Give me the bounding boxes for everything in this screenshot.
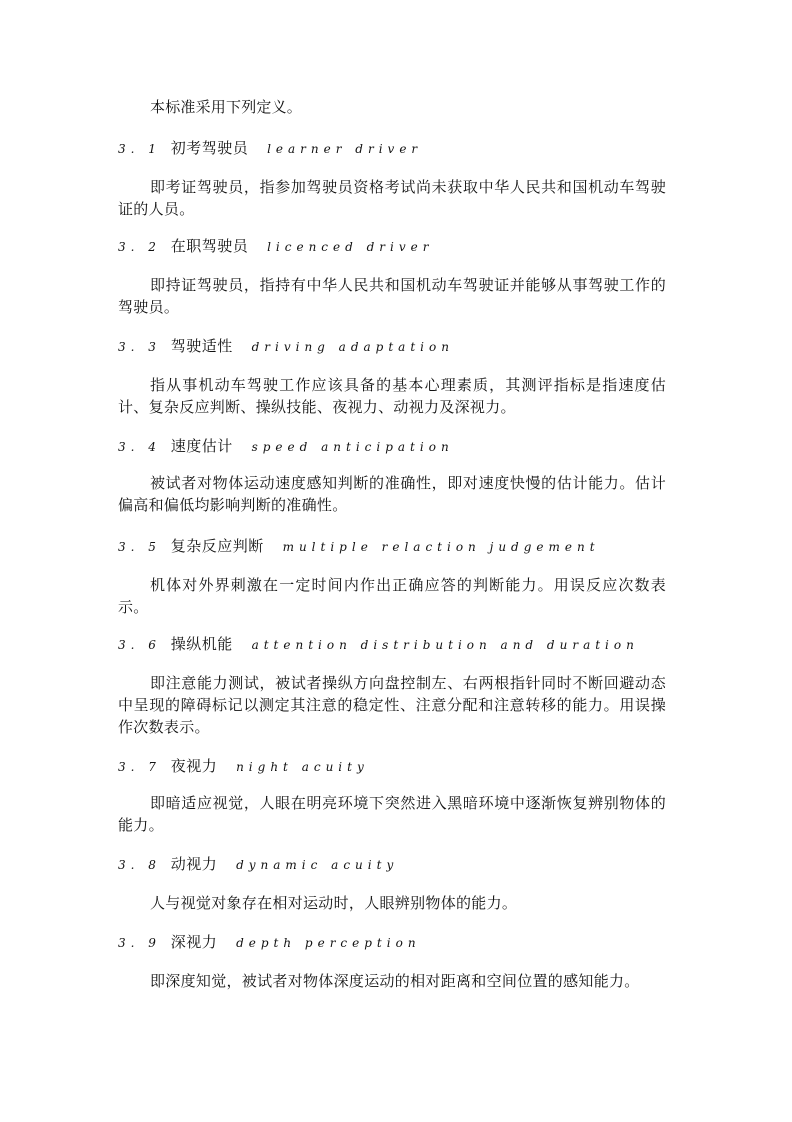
term-english: speed anticipation: [251, 440, 454, 454]
section-number: 3. 9: [118, 936, 161, 950]
term-english: night acuity: [236, 760, 369, 774]
section-number: 3. 5: [118, 540, 161, 554]
section-number: 3. 1: [118, 142, 161, 156]
section-number: 3. 7: [118, 760, 161, 774]
definition-3-2: 即持证驾驶员，指持有中华人民共和国机动车驾驶证并能够从事驾驶工作的驾驶员。: [118, 276, 666, 316]
definition-3-9: 即深度知觉，被试者对物体深度运动的相对距离和空间位置的感知能力。: [150, 972, 640, 990]
term-heading-3-3: [118, 336, 678, 357]
term-chinese: 速度估计: [170, 437, 233, 455]
term-english: driving adaptation: [251, 340, 454, 354]
definition-3-5: 机体对外界刺激在一定时间内作出正确应答的判断能力。用误反应次数表示。: [118, 576, 666, 616]
term-chinese: 操纵机能: [170, 635, 233, 653]
term-heading-3-8: [118, 854, 678, 875]
intro-text: 本标准采用下列定义。: [150, 98, 303, 116]
definition-3-3: 指从事机动车驾驶工作应该具备的基本心理素质，其测评指标是指速度估计、复杂反应判断、操纵技能、夜视力、动视力及深视力。: [118, 376, 666, 416]
term-heading-3-2: [118, 236, 678, 257]
term-chinese: 动视力: [170, 855, 218, 873]
term-heading-3-5: [118, 536, 678, 557]
definition-3-1: 即考证驾驶员，指参加驾驶员资格考试尚未获取中华人民共和国机动车驾驶证的人员。: [118, 178, 666, 218]
term-chinese: 深视力: [170, 933, 218, 951]
section-number: 3. 3: [118, 340, 161, 354]
term-heading-3-9: [118, 932, 678, 953]
term-english: learner driver: [267, 142, 423, 156]
section-number: 3. 6: [118, 638, 161, 652]
definition-3-8: 人与视觉对象存在相对运动时，人眼辨别物体的能力。: [150, 894, 518, 912]
term-chinese: 复杂反应判断: [170, 537, 264, 555]
term-heading-3-6: [118, 634, 678, 655]
term-chinese: 初考驾驶员: [170, 139, 249, 157]
term-english: dynamic acuity: [236, 858, 399, 872]
definition-3-7: 即暗适应视觉，人眼在明亮环境下突然进入黑暗环境中逐渐恢复辨别物体的能力。: [118, 794, 666, 834]
term-chinese: 驾驶适性: [170, 337, 233, 355]
term-chinese: 夜视力: [170, 757, 218, 775]
section-number: 3. 4: [118, 440, 161, 454]
term-english: licenced driver: [267, 240, 434, 254]
section-number: 3. 2: [118, 240, 161, 254]
definition-3-6: 即注意能力测试，被试者操纵方向盘控制左、右两根指针同时不断回避动态中呈现的障碍标记以测定其注意的稳定性、注意分配和注意转移的能力。用误操作次数表示。: [118, 674, 666, 736]
definition-3-4: 被试者对物体运动速度感知判断的准确性，即对速度快慢的估计能力。估计偏高和偏低均影响判断的准确性。: [118, 474, 666, 514]
term-english: depth perception: [236, 936, 421, 950]
term-chinese: 在职驾驶员: [170, 237, 249, 255]
term-heading-3-1: [118, 138, 678, 159]
term-english: attention distribution and duration: [251, 638, 639, 652]
term-english: multiple relaction judgement: [282, 540, 600, 554]
term-heading-3-4: [118, 436, 678, 457]
term-heading-3-7: [118, 756, 678, 777]
section-number: 3. 8: [118, 858, 161, 872]
